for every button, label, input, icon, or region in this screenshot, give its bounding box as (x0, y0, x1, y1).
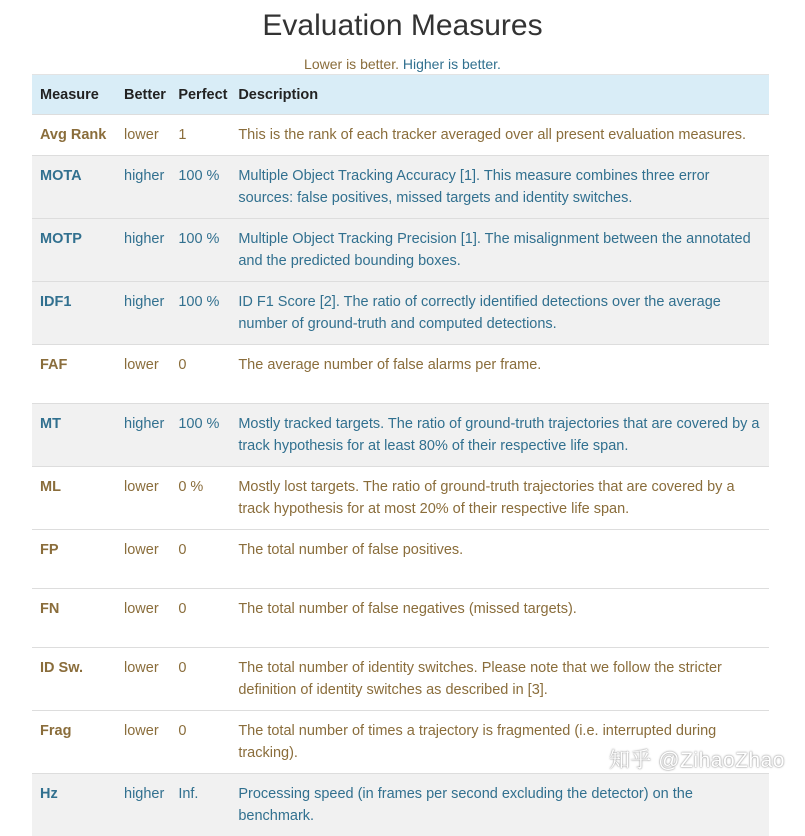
cell-description: The total number of times a trajectory is fragmented (i.e. interrupted during tracking). (230, 711, 769, 774)
cell-perfect: 0 (170, 711, 230, 774)
table-row (32, 219, 769, 282)
cell-measure: ML (32, 467, 116, 530)
cell-better: lower (116, 530, 170, 589)
cell-perfect: 0 (170, 589, 230, 648)
cell-perfect: 0 (170, 345, 230, 404)
cell-better: lower (116, 115, 170, 156)
table-row (32, 345, 769, 404)
table-row (32, 589, 769, 648)
table-header-row (32, 75, 769, 115)
cell-measure: Hz (32, 774, 116, 836)
cell-perfect: 100 % (170, 282, 230, 345)
cell-better: higher (116, 156, 170, 219)
header-measure: Measure (32, 75, 116, 115)
cell-measure: FP (32, 530, 116, 589)
cell-measure: IDF1 (32, 282, 116, 345)
cell-perfect: 0 (170, 648, 230, 711)
cell-description: Multiple Object Tracking Precision [1]. The misalignment between the annotated and the predicted bounding boxes. (230, 219, 769, 282)
cell-description: This is the rank of each tracker averaged over all present evaluation measures. (230, 115, 769, 156)
cell-perfect: 1 (170, 115, 230, 156)
cell-better: higher (116, 282, 170, 345)
cell-measure: MOTP (32, 219, 116, 282)
cell-description: Mostly lost targets. The ratio of ground-truth trajectories that are covered by a track hypothesis for at most 20% of their respective life span. (230, 467, 769, 530)
cell-description: The total number of identity switches. Please note that we follow the stricter definition of identity switches as described in [3]. (230, 648, 769, 711)
cell-measure: Frag (32, 711, 116, 774)
cell-better: lower (116, 648, 170, 711)
cell-measure: MT (32, 404, 116, 467)
table-row (32, 282, 769, 345)
legend-higher-text: Higher is better. (403, 56, 501, 72)
page-title: Evaluation Measures (0, 6, 805, 46)
table-row (32, 774, 769, 836)
cell-measure: Avg Rank (32, 115, 116, 156)
cell-perfect: 0 % (170, 467, 230, 530)
measures-table (32, 74, 769, 836)
cell-description: Multiple Object Tracking Accuracy [1]. This measure combines three error sources: false positives, missed targets and identity switches. (230, 156, 769, 219)
cell-better: lower (116, 345, 170, 404)
table-row (32, 115, 769, 156)
cell-description: Mostly tracked targets. The ratio of ground-truth trajectories that are covered by a track hypothesis for at least 80% of their respective life span. (230, 404, 769, 467)
legend-lower-text: Lower is better. (304, 56, 399, 72)
header-better: Better (116, 75, 170, 115)
cell-description: The total number of false negatives (missed targets). (230, 589, 769, 648)
cell-measure: FAF (32, 345, 116, 404)
cell-perfect: Inf. (170, 774, 230, 836)
cell-description: The total number of false positives. (230, 530, 769, 589)
table-row (32, 404, 769, 467)
header-perfect: Perfect (170, 75, 230, 115)
cell-better: higher (116, 774, 170, 836)
cell-description: The average number of false alarms per frame. (230, 345, 769, 404)
header-description: Description (230, 75, 769, 115)
table-row (32, 156, 769, 219)
cell-better: higher (116, 219, 170, 282)
cell-measure: ID Sw. (32, 648, 116, 711)
table-row (32, 648, 769, 711)
cell-perfect: 100 % (170, 219, 230, 282)
cell-perfect: 100 % (170, 404, 230, 467)
cell-description: ID F1 Score [2]. The ratio of correctly identified detections over the average number of ground-truth and computed detections. (230, 282, 769, 345)
cell-measure: MOTA (32, 156, 116, 219)
cell-measure: FN (32, 589, 116, 648)
cell-perfect: 0 (170, 530, 230, 589)
legend (0, 55, 805, 73)
table-row (32, 530, 769, 589)
cell-description: Processing speed (in frames per second excluding the detector) on the benchmark. (230, 774, 769, 836)
cell-better: lower (116, 711, 170, 774)
cell-perfect: 100 % (170, 156, 230, 219)
cell-better: lower (116, 467, 170, 530)
cell-better: lower (116, 589, 170, 648)
watermark: 知乎 @ZihaoZhao (609, 744, 785, 774)
table-row (32, 467, 769, 530)
cell-better: higher (116, 404, 170, 467)
